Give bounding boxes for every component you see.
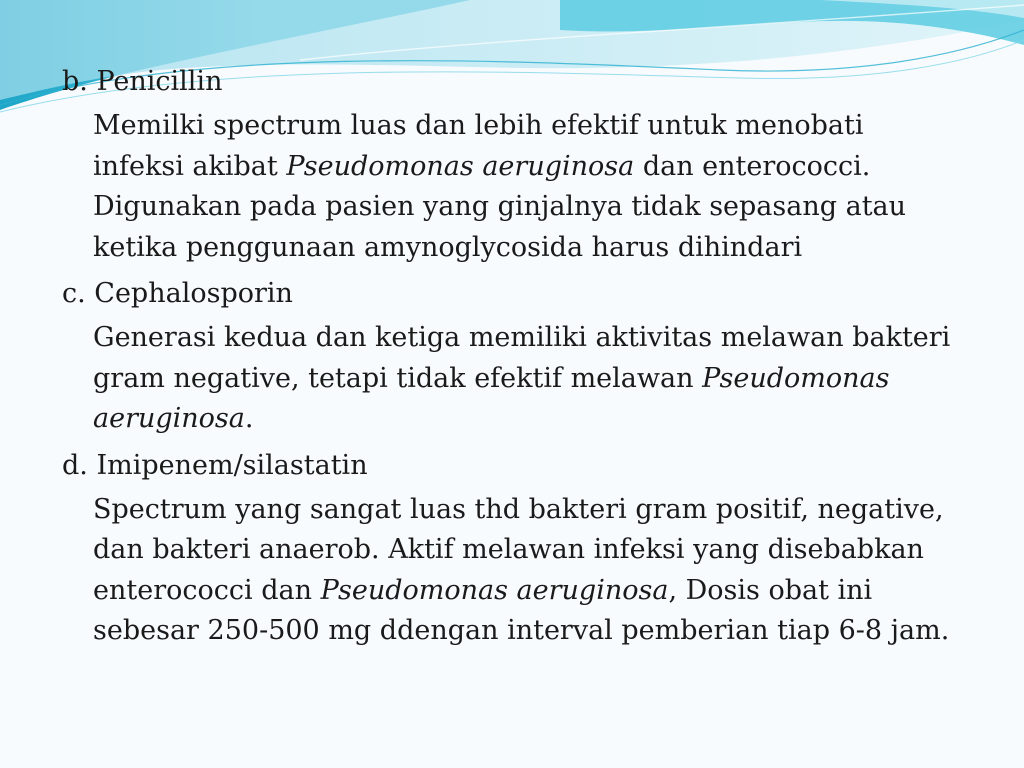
body-text-italic: Pseudomonas aeruginosa xyxy=(93,362,890,434)
body-text: Spectrum yang sangat luas thd bakteri gram positif, negative, dan bakteri anaerob. Aktif melawan infeksi yang disebabkan enterococci dan xyxy=(93,493,944,606)
body-text: Generasi kedua dan ketiga memiliki aktivitas melawan bakteri gram negative, tetapi tidak efektif melawan xyxy=(93,322,951,394)
body-text: , Dosis obat ini sebesar 250-500 mg ddengan interval pemberian tiap 6-8 jam. xyxy=(93,574,950,646)
section-body-penicillin xyxy=(93,106,962,268)
slide-content xyxy=(62,62,962,658)
section-body-imipenem xyxy=(93,490,962,652)
body-text: Memilki spectrum luas dan lebih efektif untuk menobati infeksi akibat xyxy=(93,110,864,182)
body-text-italic: Pseudomonas aeruginosa xyxy=(286,150,635,182)
section-heading-penicillin: b. Penicillin xyxy=(62,66,223,97)
section-body-cephalosporin xyxy=(93,318,962,440)
body-text: . xyxy=(244,403,254,434)
body-text: dan enterococci. Digunakan pada pasien yang ginjalnya tidak sepasang atau ketika penggunaan amynoglycosida harus dihindari xyxy=(93,150,907,263)
section-heading-imipenem: d. Imipenem/silastatin xyxy=(62,449,368,481)
body-text-italic: Pseudomonas aeruginosa xyxy=(320,574,669,606)
section-heading-cephalosporin: c. Cephalosporin xyxy=(62,278,293,309)
